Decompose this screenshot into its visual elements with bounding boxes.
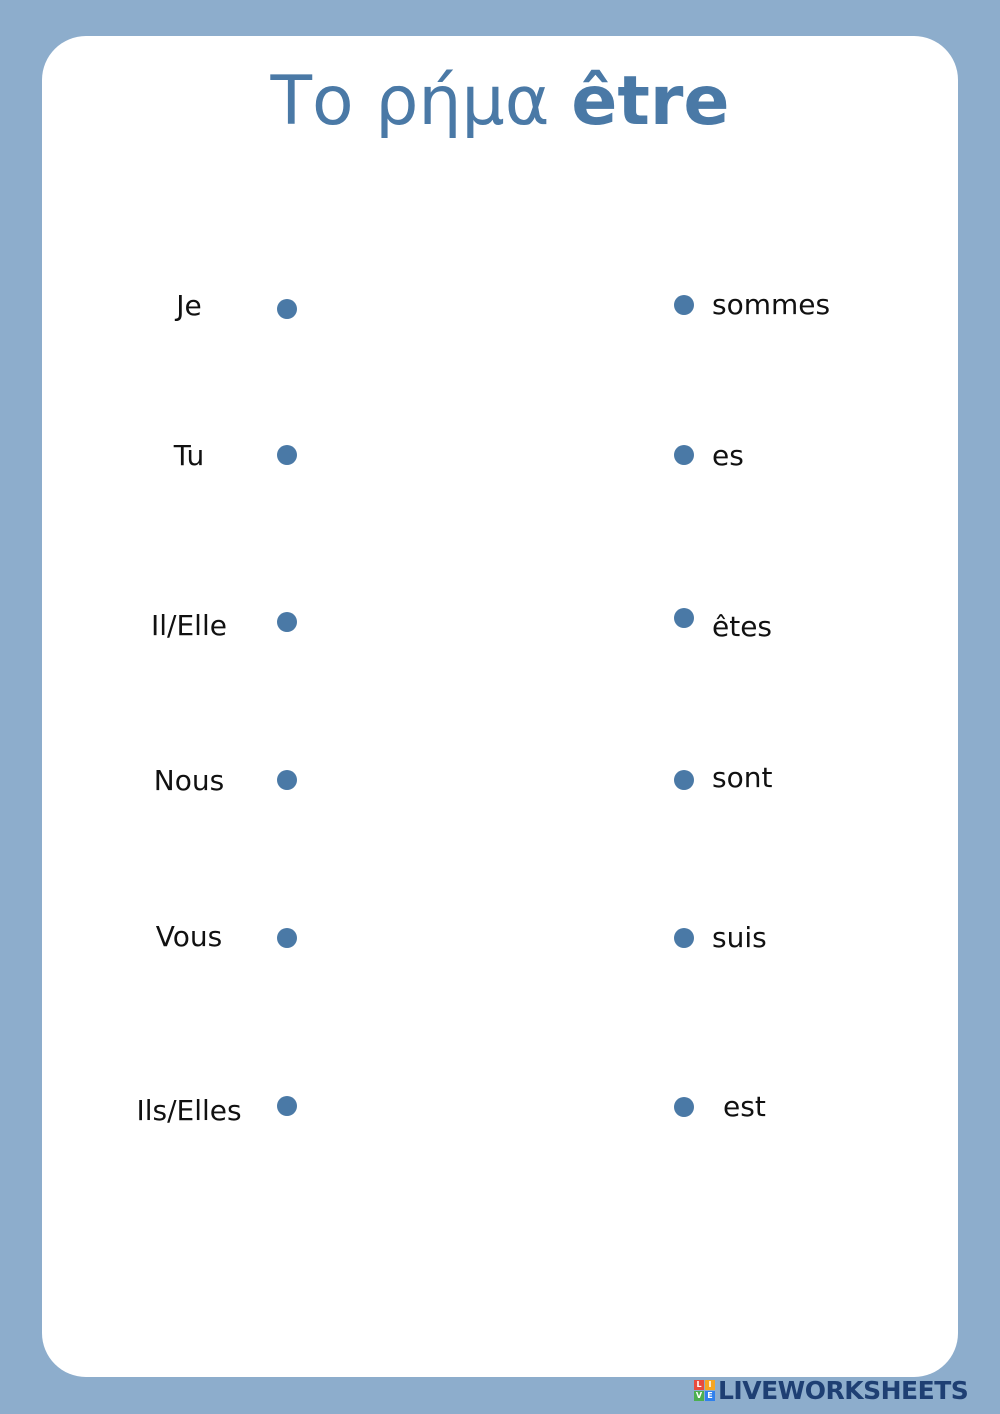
worksheet-card [42,36,958,1377]
logo-tile-i: I [705,1380,715,1390]
match-dot-left-tu[interactable] [277,445,297,465]
logo-tile-l: L [694,1380,704,1390]
match-dot-left-il-elle[interactable] [277,612,297,632]
title-greek: Το ρήμα [270,62,550,141]
worksheet-title [0,62,1000,141]
match-dot-right-etes[interactable] [674,608,694,628]
verb-form-est: est [723,1090,766,1123]
logo-wordmark: LIVEWORKSHEETS [718,1375,969,1405]
pronoun-il-elle: Il/Elle [151,609,227,642]
match-dot-left-ils-elles[interactable] [277,1096,297,1116]
match-dot-left-vous[interactable] [277,928,297,948]
verb-form-es: es [712,439,744,472]
title-verb: être [571,62,730,141]
match-dot-right-sont[interactable] [674,770,694,790]
pronoun-tu: Tu [173,439,205,472]
logo-tile-e: E [705,1391,715,1401]
pronoun-nous: Nous [153,764,225,797]
liveworksheets-logo-icon [694,1380,715,1401]
match-dot-right-est[interactable] [674,1097,694,1117]
verb-form-sont: sont [712,761,773,794]
match-dot-right-suis[interactable] [674,928,694,948]
logo-tile-v: V [695,1390,703,1400]
match-dot-right-es[interactable] [674,445,694,465]
match-dot-left-je[interactable] [277,299,297,319]
pronoun-je: Je [176,289,202,322]
verb-form-sommes: sommes [712,288,831,321]
pronoun-vous: Vous [155,920,223,953]
match-dot-left-nous[interactable] [277,770,297,790]
liveworksheets-logo [694,1376,968,1404]
verb-form-suis: suis [712,921,767,954]
match-dot-right-sommes[interactable] [674,295,694,315]
pronoun-ils-elles: Ils/Elles [136,1094,242,1127]
verb-form-etes: êtes [712,610,773,643]
